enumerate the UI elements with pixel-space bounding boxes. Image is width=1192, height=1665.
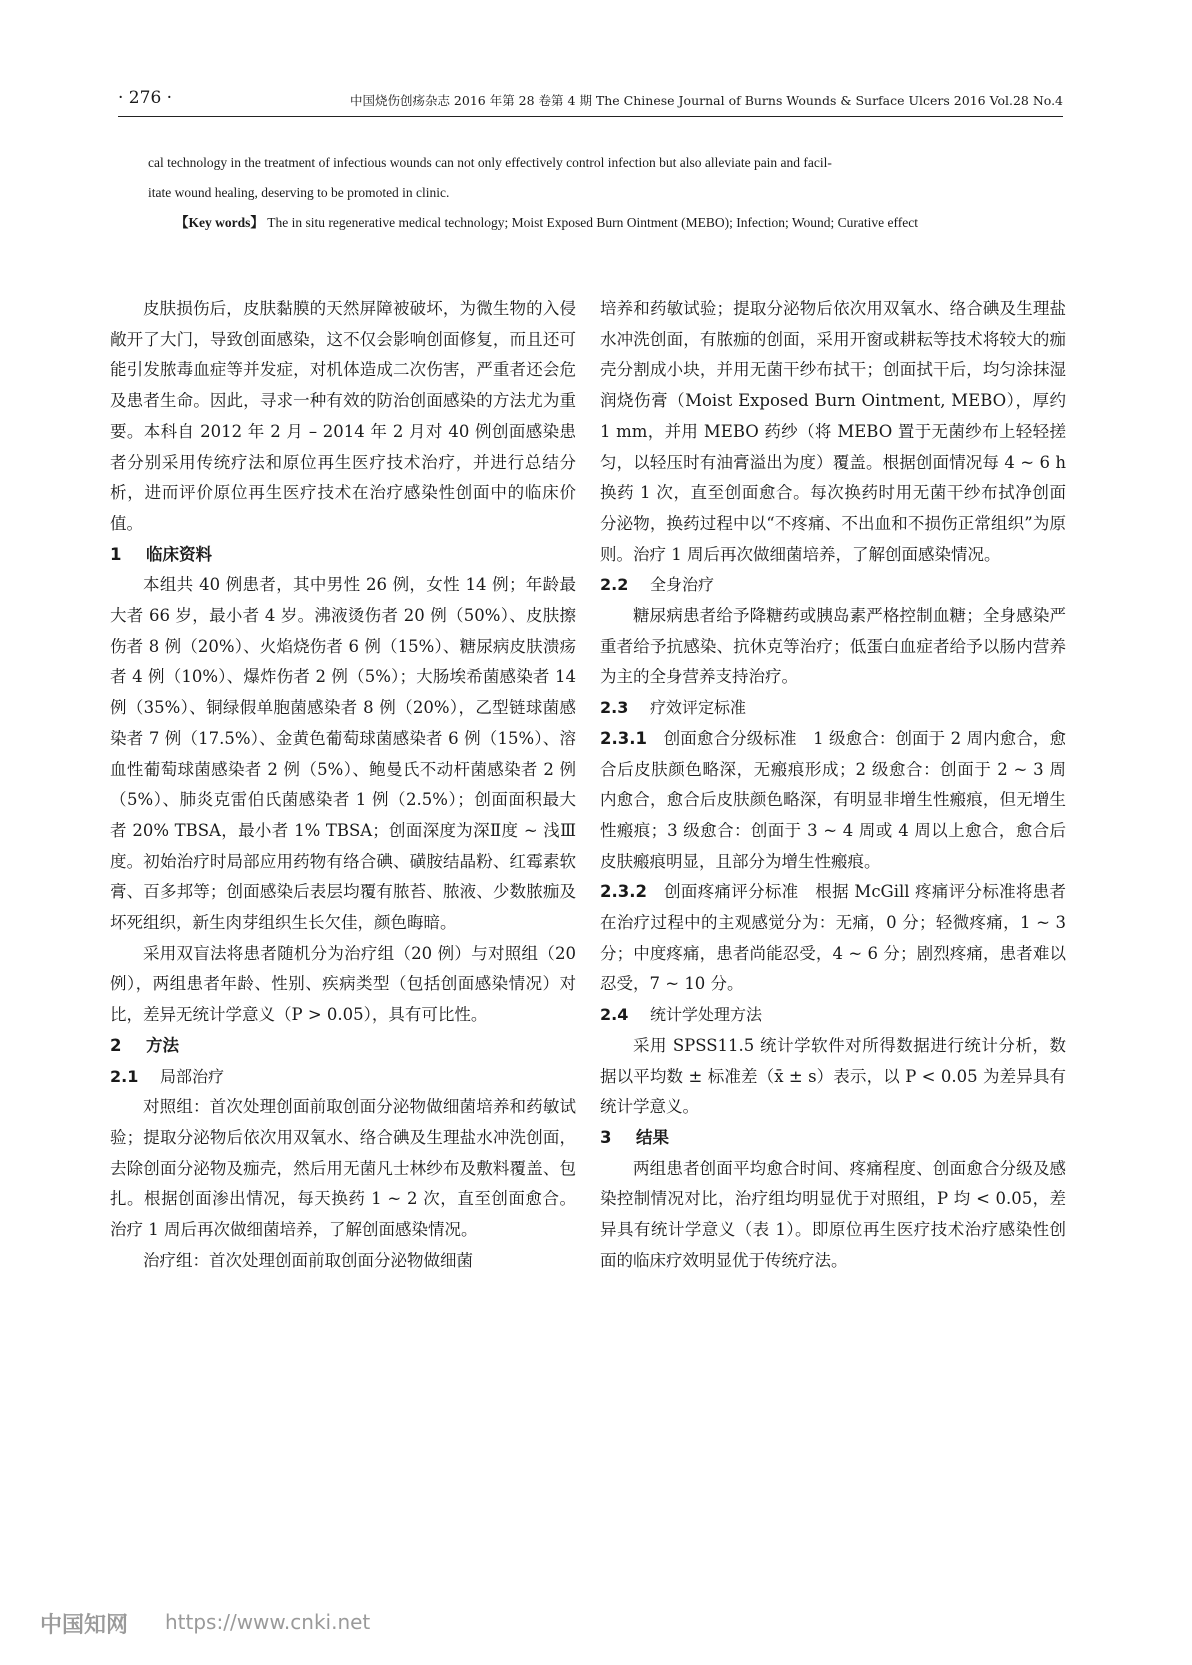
subsection-heading (600, 1000, 1066, 1031)
right-column (600, 294, 1066, 1277)
abstract-block (148, 148, 1048, 238)
intro-paragraph: 皮肤损伤后，皮肤黏膜的天然屏障被破坏，为微生物的入侵敞开了大门，导致创面感染，这不仅会影响创面修复，而且还可能引发脓毒血症等并发症，对机体造成二次伤害，严重者还会危及患者生命。因此，寻求一种有效的防治创面感染的方法尤为重要。本科自 2012 年 2 月 – 2014 年 2 月对 40 例创面感染患者分别采用传统疗法和原位再生医疗技术治疗，并进行总结分析，进而评价原位再生医疗技术在治疗感染性创面中的临床价值。 (110, 299, 576, 533)
paragraph: 两组患者创面平均愈合时间、疼痛程度、创面愈合分级及感染控制情况对比，治疗组均明显优于对照组，P 均 < 0.05，差异具有统计学意义（表 1）。即原位再生医疗技术治疗感染性创面的临床疗效明显优于传统疗法。 (600, 1158, 1066, 1270)
section-heading (600, 1123, 1066, 1154)
subsection-title: 统计学处理方法 (650, 1005, 763, 1025)
subsection-title: 全身治疗 (650, 575, 715, 595)
abstract-line: itate wound healing, deserving to be promoted in clinic. (148, 185, 450, 200)
section-title: 结果 (636, 1127, 669, 1147)
section-heading (110, 1031, 576, 1062)
page-number: · 276 · (118, 88, 173, 108)
cnki-watermark-url: https://www.cnki.net (165, 1610, 371, 1634)
subsubsection-number: 2.3.2 (600, 882, 647, 902)
section-heading (110, 540, 576, 571)
section-number: 2 (110, 1035, 122, 1055)
subsubsection-number: 2.3.1 (600, 728, 647, 748)
subsection-heading (110, 1062, 576, 1093)
subsection-title: 疗效评定标准 (650, 698, 747, 718)
keywords-text: The in situ regenerative medical technology; Moist Exposed Burn Ointment (MEBO); Infection; Wound; Curative effect (263, 215, 919, 230)
subsection-heading (600, 570, 1066, 601)
subsection-number: 2.2 (600, 575, 629, 595)
section-title: 临床资料 (146, 544, 212, 564)
abstract-line: cal technology in the treatment of infectious wounds can not only effectively control infection but also alleviate pain and facil- (148, 155, 832, 170)
subsubsection-text: 创面疼痛评分标准 根据 McGill 疼痛评分标准将患者在治疗过程中的主观感觉分为：无痛，0 分；轻微疼痛，1 ~ 3 分；中度疼痛，患者尚能忍受，4 ~ 6 分；剧烈疼痛，患者难以忍受，7 ~ 10 分。 (600, 882, 1067, 994)
paragraph: 治疗组：首次处理创面前取创面分泌物做细菌 (143, 1250, 473, 1270)
paragraph: 采用双盲法将患者随机分为治疗组（20 例）与对照组（20 例），两组患者年龄、性别、疾病类型（包括创面感染情况）对比，差异无统计学意义（P > 0.05），具有可比性。 (110, 943, 576, 1025)
section-number: 3 (600, 1127, 612, 1147)
left-column (110, 294, 576, 1277)
keywords (148, 208, 1048, 238)
keywords-label: 【Key words】 (175, 215, 264, 230)
paragraph: 培养和药敏试验；提取分泌物后依次用双氧水、络合碘及生理盐水冲洗创面，有脓痂的创面，采用开窗或耕耘等技术将较大的痂壳分割成小块，并用无菌干纱布拭干；创面拭干后，均匀涂抹湿润烧伤膏（Moist Exposed Burn Ointment, MEBO），厚约 1 mm，并用 MEBO 药纱（将 MEBO 置于无菌纱布上轻轻搓匀，以轻压时有油膏溢出为度）覆盖。根据创面情况每 4 ~ 6 h 换药 1 次，直至创面愈合。每次换药时用无菌干纱布拭净创面分泌物，换药过程中以“不疼痛、不出血和不损伤正常组织”为原则。治疗 1 周后再次做细菌培养，了解创面感染情况。 (600, 299, 1066, 564)
cnki-watermark-logo: 中国知网 (40, 1613, 129, 1638)
subsection-number: 2.1 (110, 1066, 139, 1086)
paragraph (600, 724, 1066, 878)
subsubsection-text: 创面愈合分级标准 1 级愈合：创面于 2 周内愈合，愈合后皮肤颜色略深，无瘢痕形成；2 级愈合：创面于 2 ~ 3 周内愈合，愈合后皮肤颜色略深，有明显非增生性瘢痕，但无增生性瘢痕；3 级愈合：创面于 3 ~ 4 周或 4 周以上愈合，愈合后皮肤瘢痕明显，且部分为增生性瘢痕。 (600, 728, 1067, 871)
page-header (118, 88, 1063, 117)
paragraph: 糖尿病患者给予降糖药或胰岛素严格控制血糖；全身感染严重者给予抗感染、抗休克等治疗；低蛋白血症者给予以肠内营养为主的全身营养支持治疗。 (600, 606, 1066, 687)
paragraph: 采用 SPSS11.5 统计学软件对所得数据进行统计分析，数据以平均数 ± 标准差（x̄ ± s）表示，以 P < 0.05 为差异具有统计学意义。 (600, 1035, 1066, 1117)
subsection-number: 2.4 (600, 1005, 629, 1025)
section-number: 1 (110, 544, 122, 564)
paragraph: 对照组：首次处理创面前取创面分泌物做细菌培养和药敏试验；提取分泌物后依次用双氧水、络合碘及生理盐水冲洗创面，去除创面分泌物及痂壳，然后用无菌凡士林纱布及敷料覆盖、包扎。根据创面渗出情况，每天换药 1 ~ 2 次，直至创面愈合。治疗 1 周后再次做细菌培养，了解创面感染情况。 (110, 1097, 576, 1240)
subsection-heading (600, 693, 1066, 724)
running-head: 中国烧伤创疡杂志 2016 年第 28 卷第 4 期 The Chinese Journal of Burns Wounds & Surface Ulcers 2016 Vol.28 No.4 (349, 93, 1063, 108)
paragraph (600, 877, 1066, 1000)
subsection-number: 2.3 (600, 698, 629, 718)
paragraph: 本组共 40 例患者，其中男性 26 例，女性 14 例；年龄最大者 66 岁，最小者 4 岁。沸液烫伤者 20 例（50%）、皮肤擦伤者 8 例（20%）、火焰烧伤者 6 例（15%）、糖尿病皮肤溃疡者 4 例（10%）、爆炸伤者 2 例（5%）；大肠埃希菌感染者 14 例（35%）、铜绿假单胞菌感染者 8 例（20%），乙型链球菌感染者 7 例（17.5%）、金黄色葡萄球菌感染者 6 例（15%）、溶血性葡萄球菌感染者 2 例（5%）、鲍曼氏不动杆菌感染者 2 例（5%）、肺炎克雷伯氏菌感染者 1 例（2.5%）；创面面积最大者 20% TBSA，最小者 1% TBSA；创面深度为深Ⅱ度 ~ 浅Ⅲ度。初始治疗时局部应用药物有络合碘、磺胺结晶粉、红霉素软膏、百多邦等；创面感染后表层均覆有脓苔、脓液、少数脓痂及坏死组织，新生肉芽组织生长欠佳，颜色晦暗。 (110, 575, 576, 933)
section-title: 方法 (146, 1035, 179, 1055)
subsection-title: 局部治疗 (160, 1066, 225, 1086)
